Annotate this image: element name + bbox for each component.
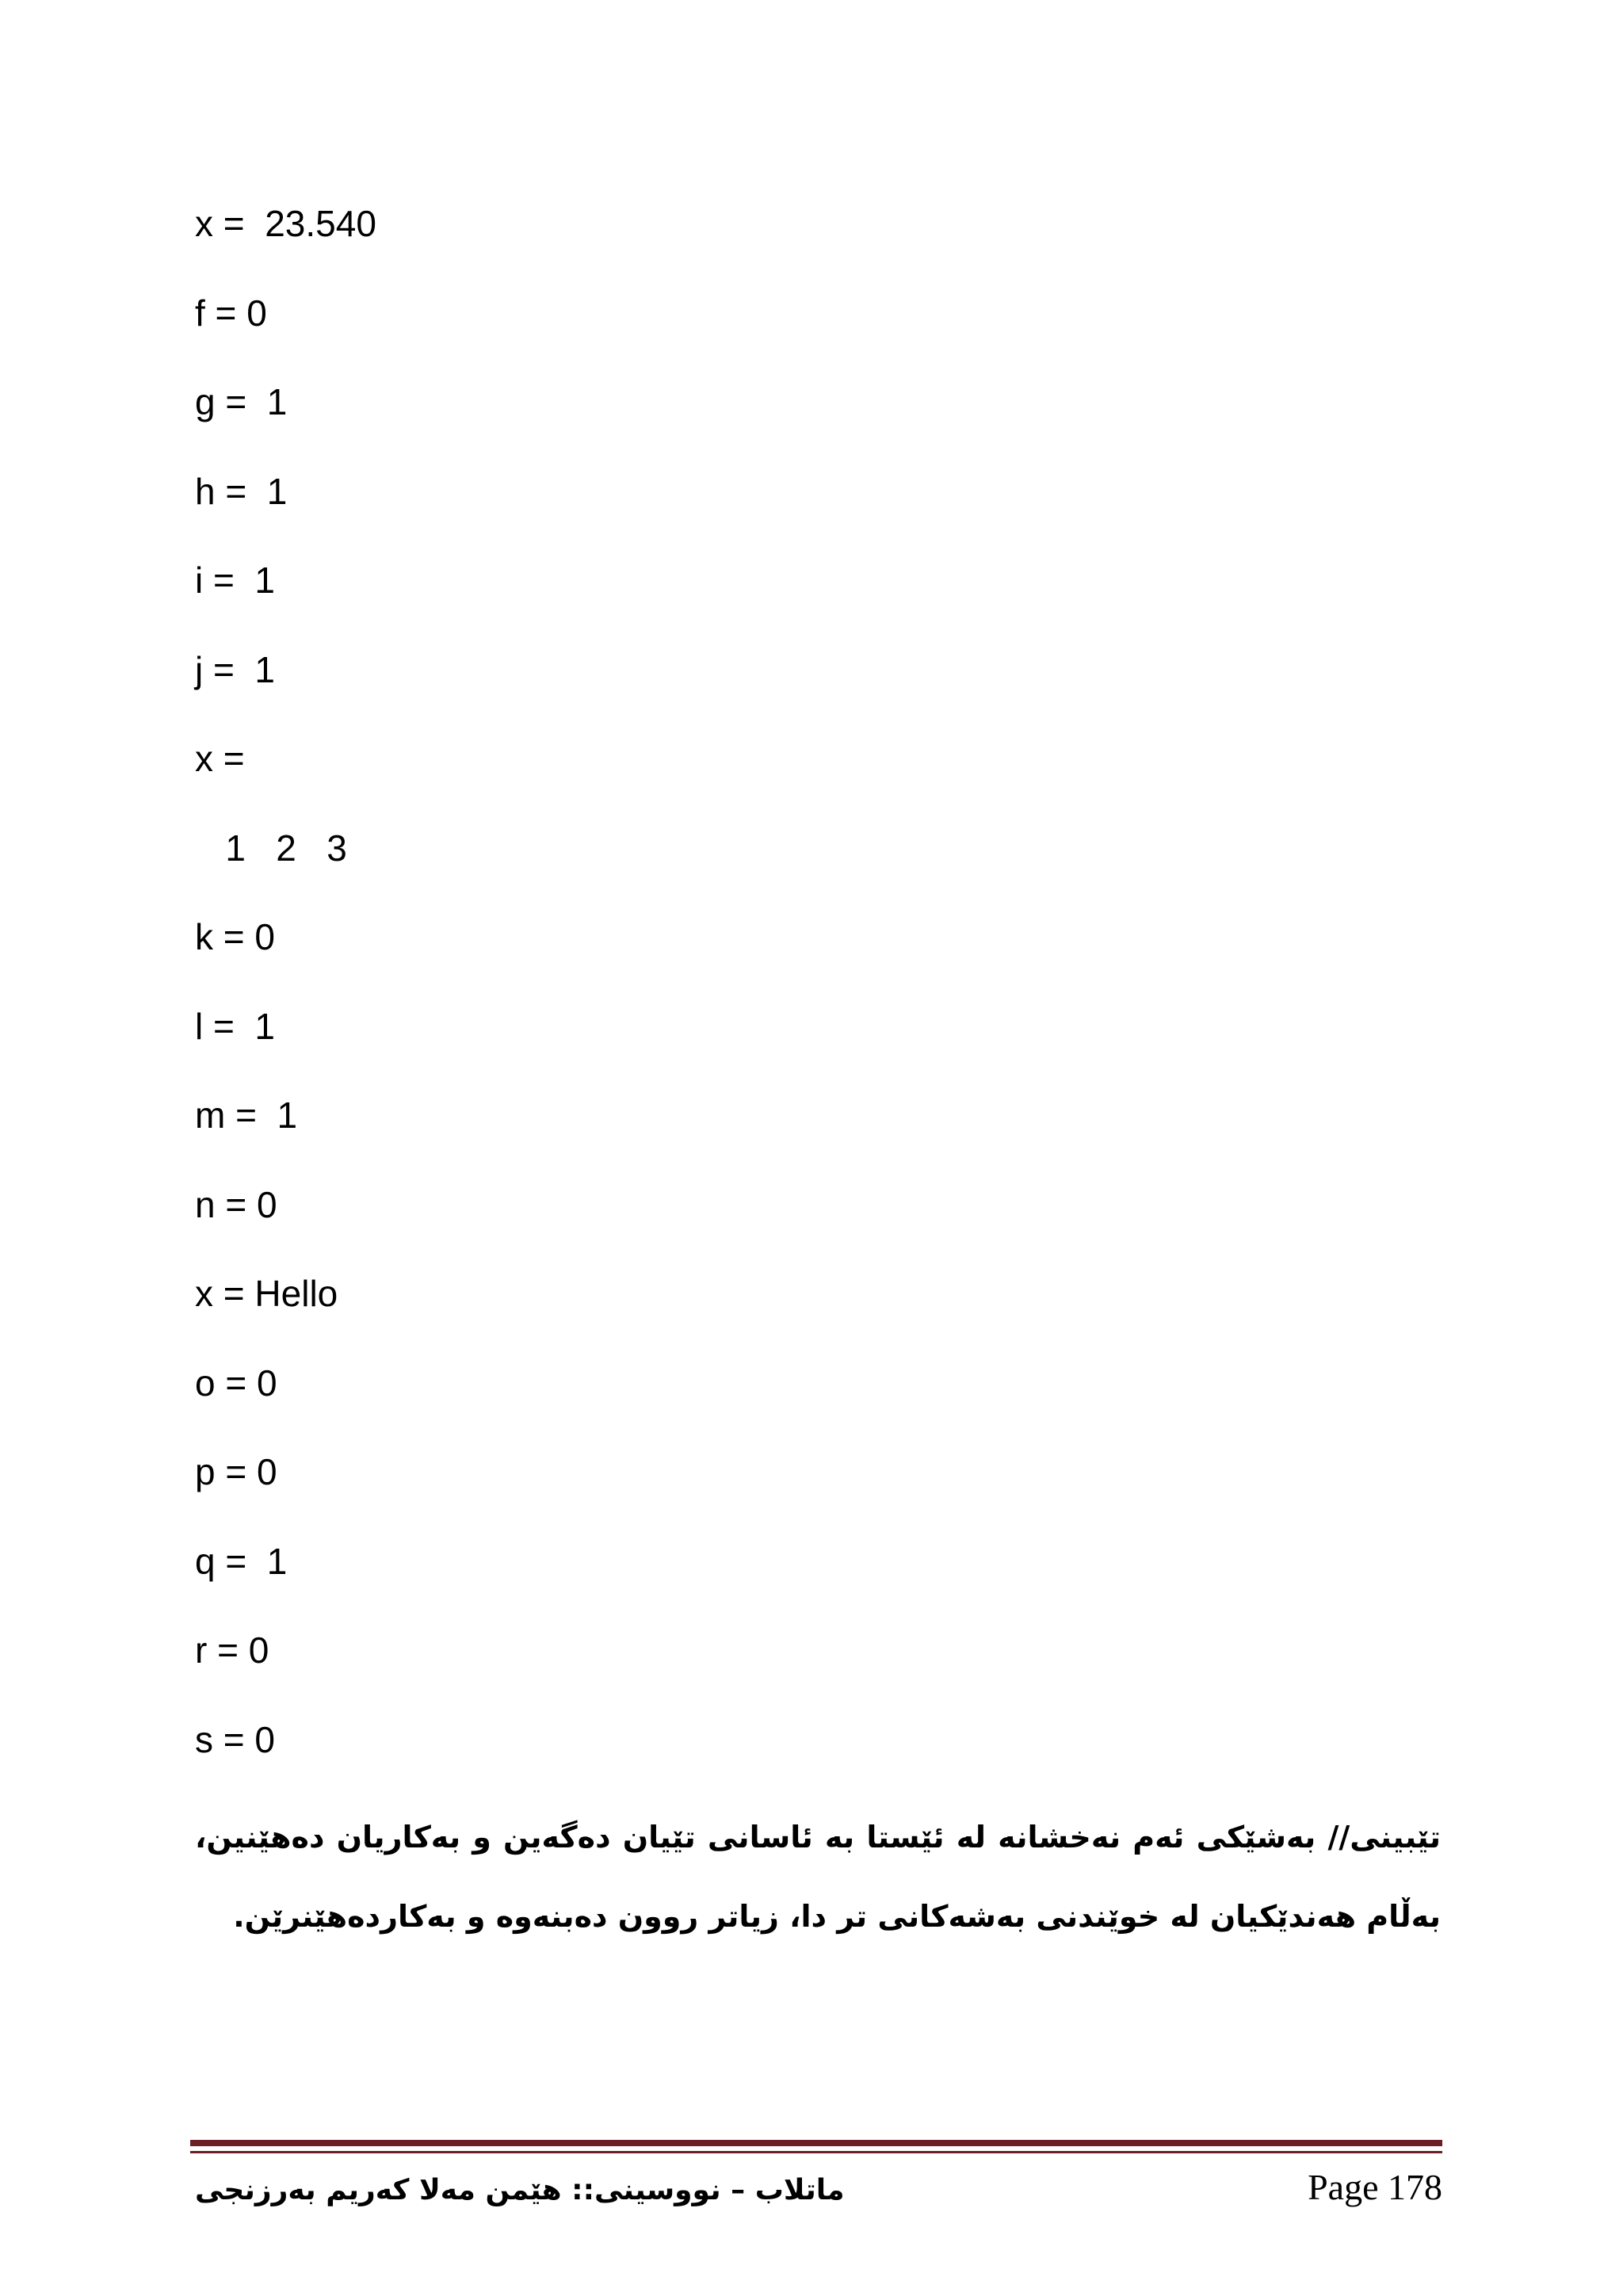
- page-number: Page 178: [1308, 2167, 1442, 2207]
- code-line: h = 1: [195, 470, 288, 512]
- note-paragraph: تێبینی// بەشێکی ئەم نەخشانە لە ئێستا بە ئاسانی تێیان دەگەین و بەکاریان دەهێنین، بەڵام هەندێکیان لە خوێندنی بەشەکانی تر دا، زیاتر روون دەبنەوە و بەکاردەهێنرێن.: [195, 1820, 1441, 1934]
- code-line: j = 1: [195, 648, 276, 690]
- code-line: n = 0: [195, 1183, 277, 1225]
- footer-author: ماتلاب – نووسینی:: هێمن مەلا کەریم بەرزنجی: [195, 2174, 845, 2206]
- footer-divider-thin: [190, 2151, 1442, 2153]
- code-line: k = 0: [195, 916, 276, 957]
- code-line: 1 2 3: [195, 827, 347, 869]
- code-line: f = 0: [195, 292, 267, 334]
- code-line: o = 0: [195, 1362, 277, 1404]
- code-line: r = 0: [195, 1629, 269, 1671]
- code-line: s = 0: [195, 1718, 276, 1760]
- code-output-block: [195, 200, 1146, 1805]
- code-line: x = Hello: [195, 1273, 338, 1314]
- code-line: q = 1: [195, 1540, 288, 1582]
- code-line: p = 0: [195, 1451, 277, 1492]
- code-line: l = 1: [195, 1005, 276, 1047]
- code-line: m = 1: [195, 1095, 298, 1136]
- code-line: x =: [195, 738, 245, 779]
- code-line: i = 1: [195, 560, 276, 601]
- code-line: x = 23.540: [195, 203, 376, 244]
- footer-divider-thick: [190, 2140, 1442, 2146]
- code-line: g = 1: [195, 381, 288, 422]
